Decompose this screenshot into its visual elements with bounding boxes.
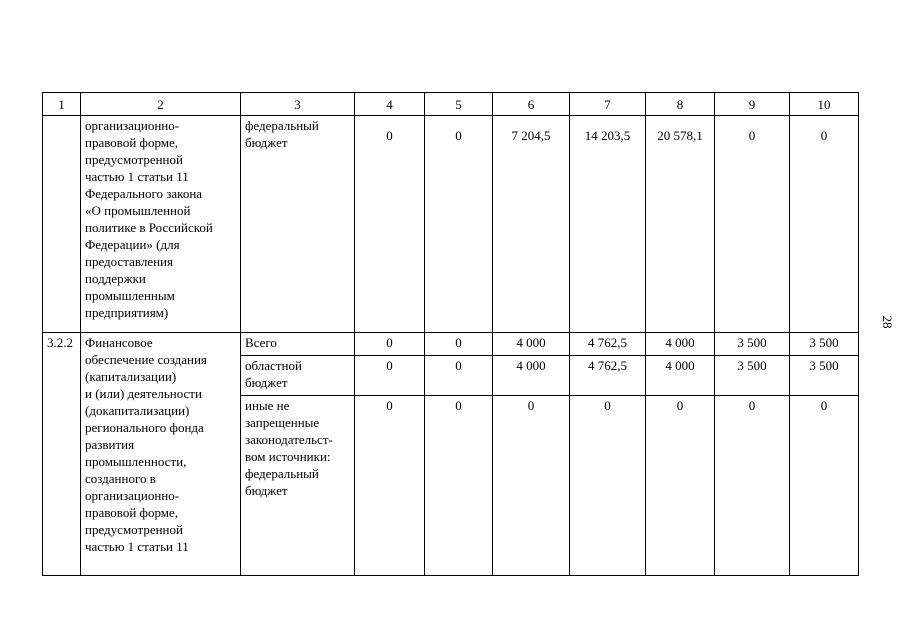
value-cell: 14 203,5 [570, 116, 646, 333]
header-cell: 1 [43, 93, 81, 116]
value-cell: 20 578,1 [646, 116, 715, 333]
header-cell: 10 [790, 93, 859, 116]
value-cell: 4 000 [493, 333, 570, 356]
value-cell: 4 000 [646, 333, 715, 356]
value-cell: 7 204,5 [493, 116, 570, 333]
header-cell: 5 [425, 93, 493, 116]
value-cell: 0 [646, 396, 715, 576]
value-cell: 0 [355, 116, 425, 333]
value-cell: 4 000 [493, 356, 570, 396]
value-cell: 0 [790, 116, 859, 333]
value-cell: 0 [355, 396, 425, 576]
row-index-cell: 3.2.2 [43, 333, 81, 576]
header-cell: 8 [646, 93, 715, 116]
header-cell: 4 [355, 93, 425, 116]
value-cell: 0 [715, 396, 790, 576]
table-row [43, 333, 859, 356]
budget-table [42, 92, 859, 576]
value-cell: 3 500 [715, 333, 790, 356]
header-cell: 6 [493, 93, 570, 116]
value-cell: 0 [715, 116, 790, 333]
funding-source-cell: областной бюджет [241, 356, 355, 396]
value-cell: 0 [355, 356, 425, 396]
value-cell: 4 000 [646, 356, 715, 396]
value-cell: 0 [425, 356, 493, 396]
value-cell: 0 [790, 396, 859, 576]
header-cell: 7 [570, 93, 646, 116]
measure-name-cell: Финансовое обеспечение создания (капитализации) и (или) деятельности (докапитализации) регионального фонда развития промышленности, созданного в организационно- правовой форме, предусмотренной частью 1 статьи 11 [81, 333, 241, 576]
row-index-cell [43, 116, 81, 333]
value-cell: 4 762,5 [570, 356, 646, 396]
value-cell: 4 762,5 [570, 333, 646, 356]
value-cell: 3 500 [715, 356, 790, 396]
funding-source-cell: иные не запрещенные законодательст- вом источники: федеральный бюджет [241, 396, 355, 576]
measure-name-cell: организационно- правовой форме, предусмотренной частью 1 статьи 11 Федерального закона «О промышленной политике в Российской Федерации» (для предоставления поддержки промышленным предприятиям) [81, 116, 241, 333]
value-cell: 0 [425, 396, 493, 576]
table-row [43, 116, 859, 333]
header-cell: 9 [715, 93, 790, 116]
value-cell: 0 [493, 396, 570, 576]
header-cell: 3 [241, 93, 355, 116]
funding-source-cell: федеральный бюджет [241, 116, 355, 333]
value-cell: 0 [570, 396, 646, 576]
value-cell: 3 500 [790, 333, 859, 356]
header-cell: 2 [81, 93, 241, 116]
funding-source-cell: Всего [241, 333, 355, 356]
page-number: 28 [880, 315, 895, 329]
value-cell: 3 500 [790, 356, 859, 396]
value-cell: 0 [425, 116, 493, 333]
value-cell: 0 [425, 333, 493, 356]
table-header-row [43, 93, 859, 116]
value-cell: 0 [355, 333, 425, 356]
